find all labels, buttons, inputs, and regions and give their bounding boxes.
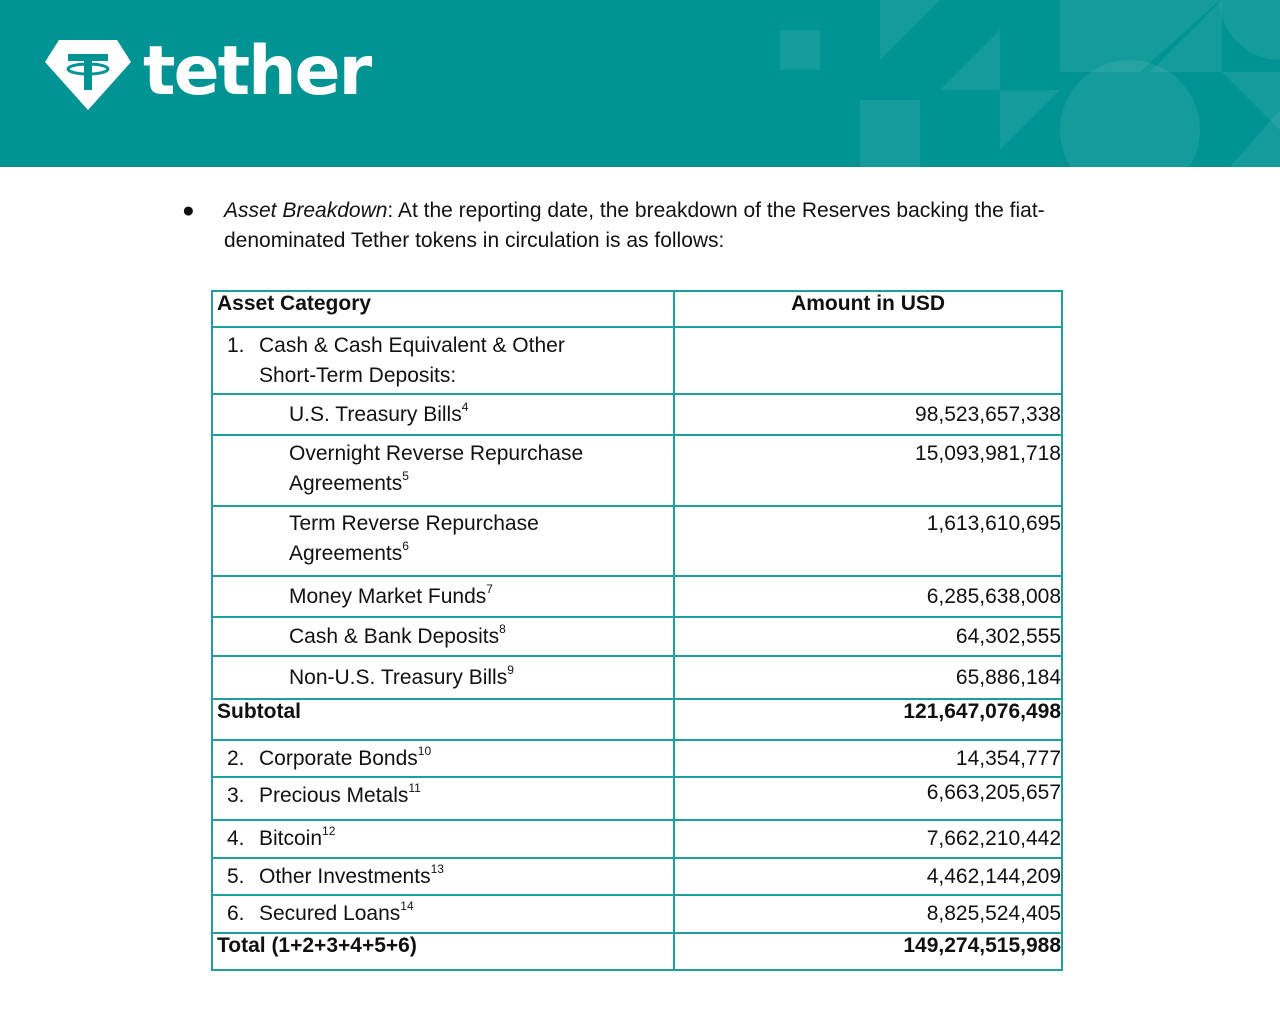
row-amount: 14,354,777 (674, 740, 1062, 777)
row-amount: 15,093,981,718 (674, 435, 1062, 506)
total-amount: 149,274,515,988 (674, 933, 1062, 970)
asset-breakdown-intro (182, 196, 1082, 255)
table-row (212, 576, 1062, 617)
total-label: Total (1+2+3+4+5+6) (212, 933, 674, 970)
row-label: Cash & Bank Deposits (289, 624, 500, 648)
row-label-cont: Agreements (289, 472, 403, 495)
row-amount: 4,462,144,209 (674, 858, 1062, 895)
total-row (212, 933, 1062, 970)
table-row (212, 895, 1062, 933)
tether-logo[interactable] (45, 32, 371, 111)
section-1-label: 1. Cash & Cash Equivalent & Other Short-Term Deposits: (212, 327, 674, 394)
table-row (212, 506, 1062, 576)
row-label: Corporate Bonds (259, 746, 418, 770)
row-label: Overnight Reverse Repurchase (289, 442, 584, 465)
intro-text (224, 196, 1082, 255)
table-row (212, 656, 1062, 699)
footnote-ref: 6 (402, 539, 409, 553)
table-row (212, 394, 1062, 435)
row-amount: 98,523,657,338 (674, 394, 1062, 435)
table-row (212, 435, 1062, 506)
footnote-ref: 14 (400, 899, 414, 913)
row-number: 6. (227, 902, 245, 925)
row-label: Other Investments (259, 864, 431, 888)
subtotal-label: Subtotal (212, 699, 674, 740)
row-amount: 64,302,555 (674, 617, 1062, 656)
table-header-row (212, 291, 1062, 327)
intro-label: Asset Breakdown (224, 199, 388, 222)
row-label: Precious Metals (259, 784, 409, 807)
asset-breakdown-table (211, 290, 1063, 971)
header-asset-category: Asset Category (212, 291, 674, 327)
row-number: 3. (227, 784, 245, 807)
footnote-ref: 4 (461, 399, 469, 414)
header-banner (0, 0, 1280, 167)
row-label: Bitcoin (259, 827, 323, 850)
footnote-ref: 9 (507, 662, 514, 677)
row-amount: 6,285,638,008 (674, 576, 1062, 617)
row-amount: 8,825,524,405 (674, 895, 1062, 933)
row-label: Term Reverse Repurchase (289, 512, 539, 535)
row-label-cont: Agreements (289, 542, 403, 565)
intro-body: : At the reporting date, the breakdown of the Reserves backing the fiat-denominated Tether tokens in circulation is as follows: (224, 199, 1045, 252)
table-row (212, 858, 1062, 895)
table-row (212, 820, 1062, 858)
section-1-number: 1. (227, 334, 245, 357)
footnote-ref: 7 (486, 581, 493, 596)
table-row-section-1 (212, 327, 1062, 394)
tether-logo-icon (45, 40, 131, 110)
section-1-amount (674, 327, 1062, 394)
row-label: U.S. Treasury Bills (289, 402, 462, 426)
row-amount: 1,613,610,695 (674, 506, 1062, 576)
table-row (212, 617, 1062, 656)
brand-name: tether (143, 32, 371, 111)
row-amount: 6,663,205,657 (674, 777, 1062, 820)
row-amount: 65,886,184 (674, 656, 1062, 699)
footnote-ref: 13 (430, 861, 444, 876)
row-number: 5. (227, 864, 245, 888)
row-label: Money Market Funds (289, 584, 487, 608)
footnote-ref: 12 (322, 824, 336, 838)
row-label: Secured Loans (259, 902, 401, 925)
footnote-ref: 11 (408, 781, 421, 795)
footnote-ref: 5 (402, 469, 409, 483)
subtotal-row (212, 699, 1062, 740)
table-row (212, 777, 1062, 820)
row-label: Non-U.S. Treasury Bills (289, 665, 508, 689)
subtotal-amount: 121,647,076,498 (674, 699, 1062, 740)
header-amount-usd: Amount in USD (674, 291, 1062, 327)
bullet-icon: ● (182, 199, 195, 222)
row-amount: 7,662,210,442 (674, 820, 1062, 858)
footnote-ref: 8 (499, 621, 506, 636)
table-row (212, 740, 1062, 777)
row-number: 2. (227, 746, 245, 770)
row-number: 4. (227, 827, 245, 850)
footnote-ref: 10 (417, 743, 432, 758)
